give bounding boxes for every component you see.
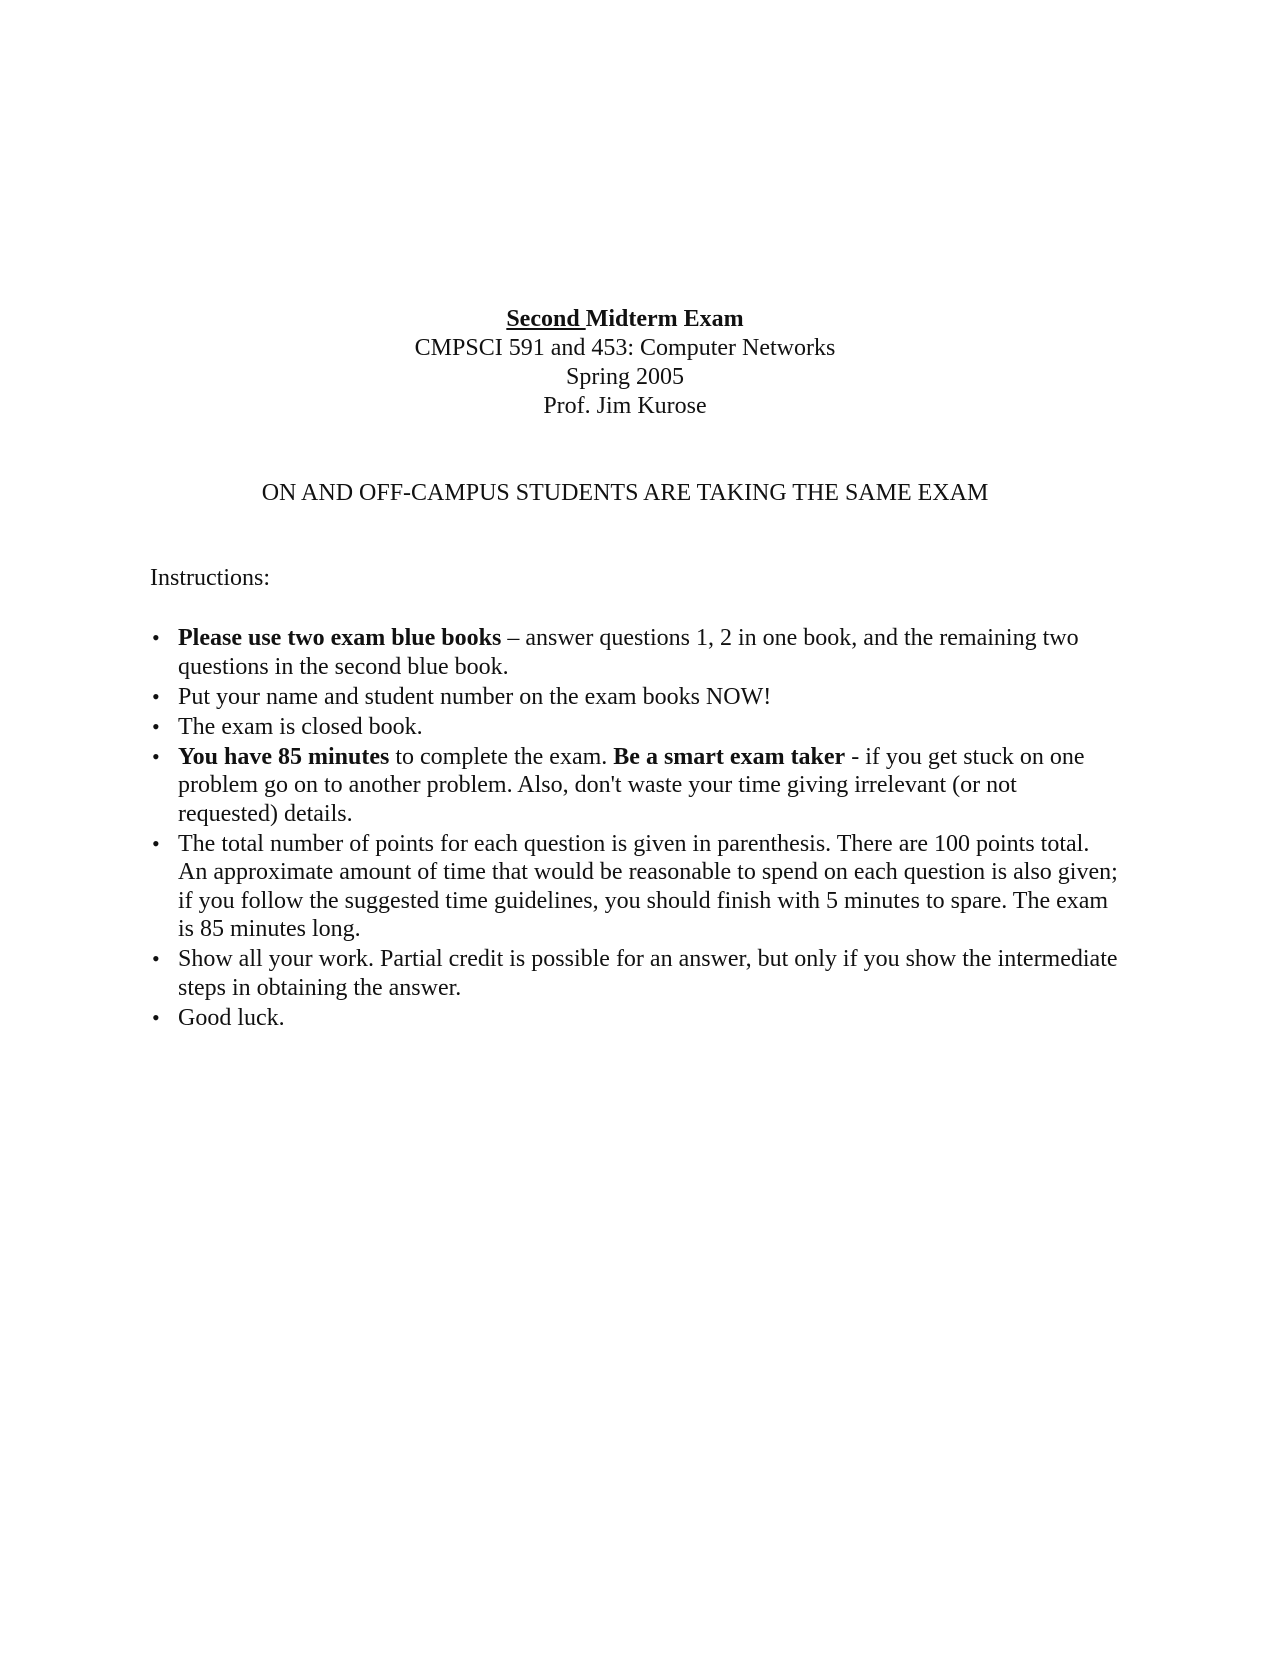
instruction-text: The exam is closed book. [178,713,423,740]
instruction-text: – answer questions 1, 2 in one book, and the remaining two questions in the second blue book. [178,625,1079,680]
exam-title-underlined: Second [506,306,586,332]
bullet-icon: • [152,713,160,739]
instruction-item [150,830,1120,944]
instruction-bold: Please use two exam blue books [178,625,502,651]
bullet-icon: • [152,830,160,856]
instruction-item [150,945,1120,1002]
instruction-bold: Be a smart exam taker [613,743,846,770]
instruction-item [150,683,1120,712]
exam-notice: ON AND OFF-CAMPUS STUDENTS ARE TAKING THE SAME EXAM [261,480,989,506]
exam-title [0,305,1250,334]
instruction-item [150,713,1120,742]
instruction-item [150,743,1120,829]
instructions-list [150,624,1120,1034]
instruction-text: The total number of points for each question is given in parenthesis. There are 100 points total. An approximate amount of time that would be reasonable to spend on each question is also given; if you follow the suggested time guidelines, you should finish with 5 minutes to spare. The exam is 85 minutes long. [178,830,1118,942]
exam-title-rest: Midterm Exam [585,306,744,332]
bullet-icon: • [152,1004,160,1030]
instruction-text: to complete the exam. [389,743,614,770]
bullet-icon: • [152,743,160,769]
instruction-item [150,624,1120,681]
course-name: CMPSCI 591 and 453: Computer Networks [414,335,836,361]
instruction-text: - if you get stuck on one problem go on to another problem. Also, don't waste your time giving irrelevant (or not requested) details. [178,743,1085,827]
instruction-text: Put your name and student number on the exam books NOW! [178,683,772,710]
bullet-icon: • [152,625,160,650]
professor-name: Prof. Jim Kurose [543,393,707,419]
term: Spring 2005 [565,364,684,390]
instruction-item [150,1004,1120,1033]
instruction-text: Good luck. [178,1004,285,1031]
instruction-text: Show all your work. Partial credit is possible for an answer, but only if you show the intermediate steps in obtaining the answer. [178,946,1118,1001]
instruction-bold: You have 85 minutes [178,743,390,770]
bullet-icon: • [152,683,160,709]
bullet-icon: • [152,946,160,971]
instructions-heading: Instructions: [150,565,270,591]
exam-header [0,305,1250,421]
